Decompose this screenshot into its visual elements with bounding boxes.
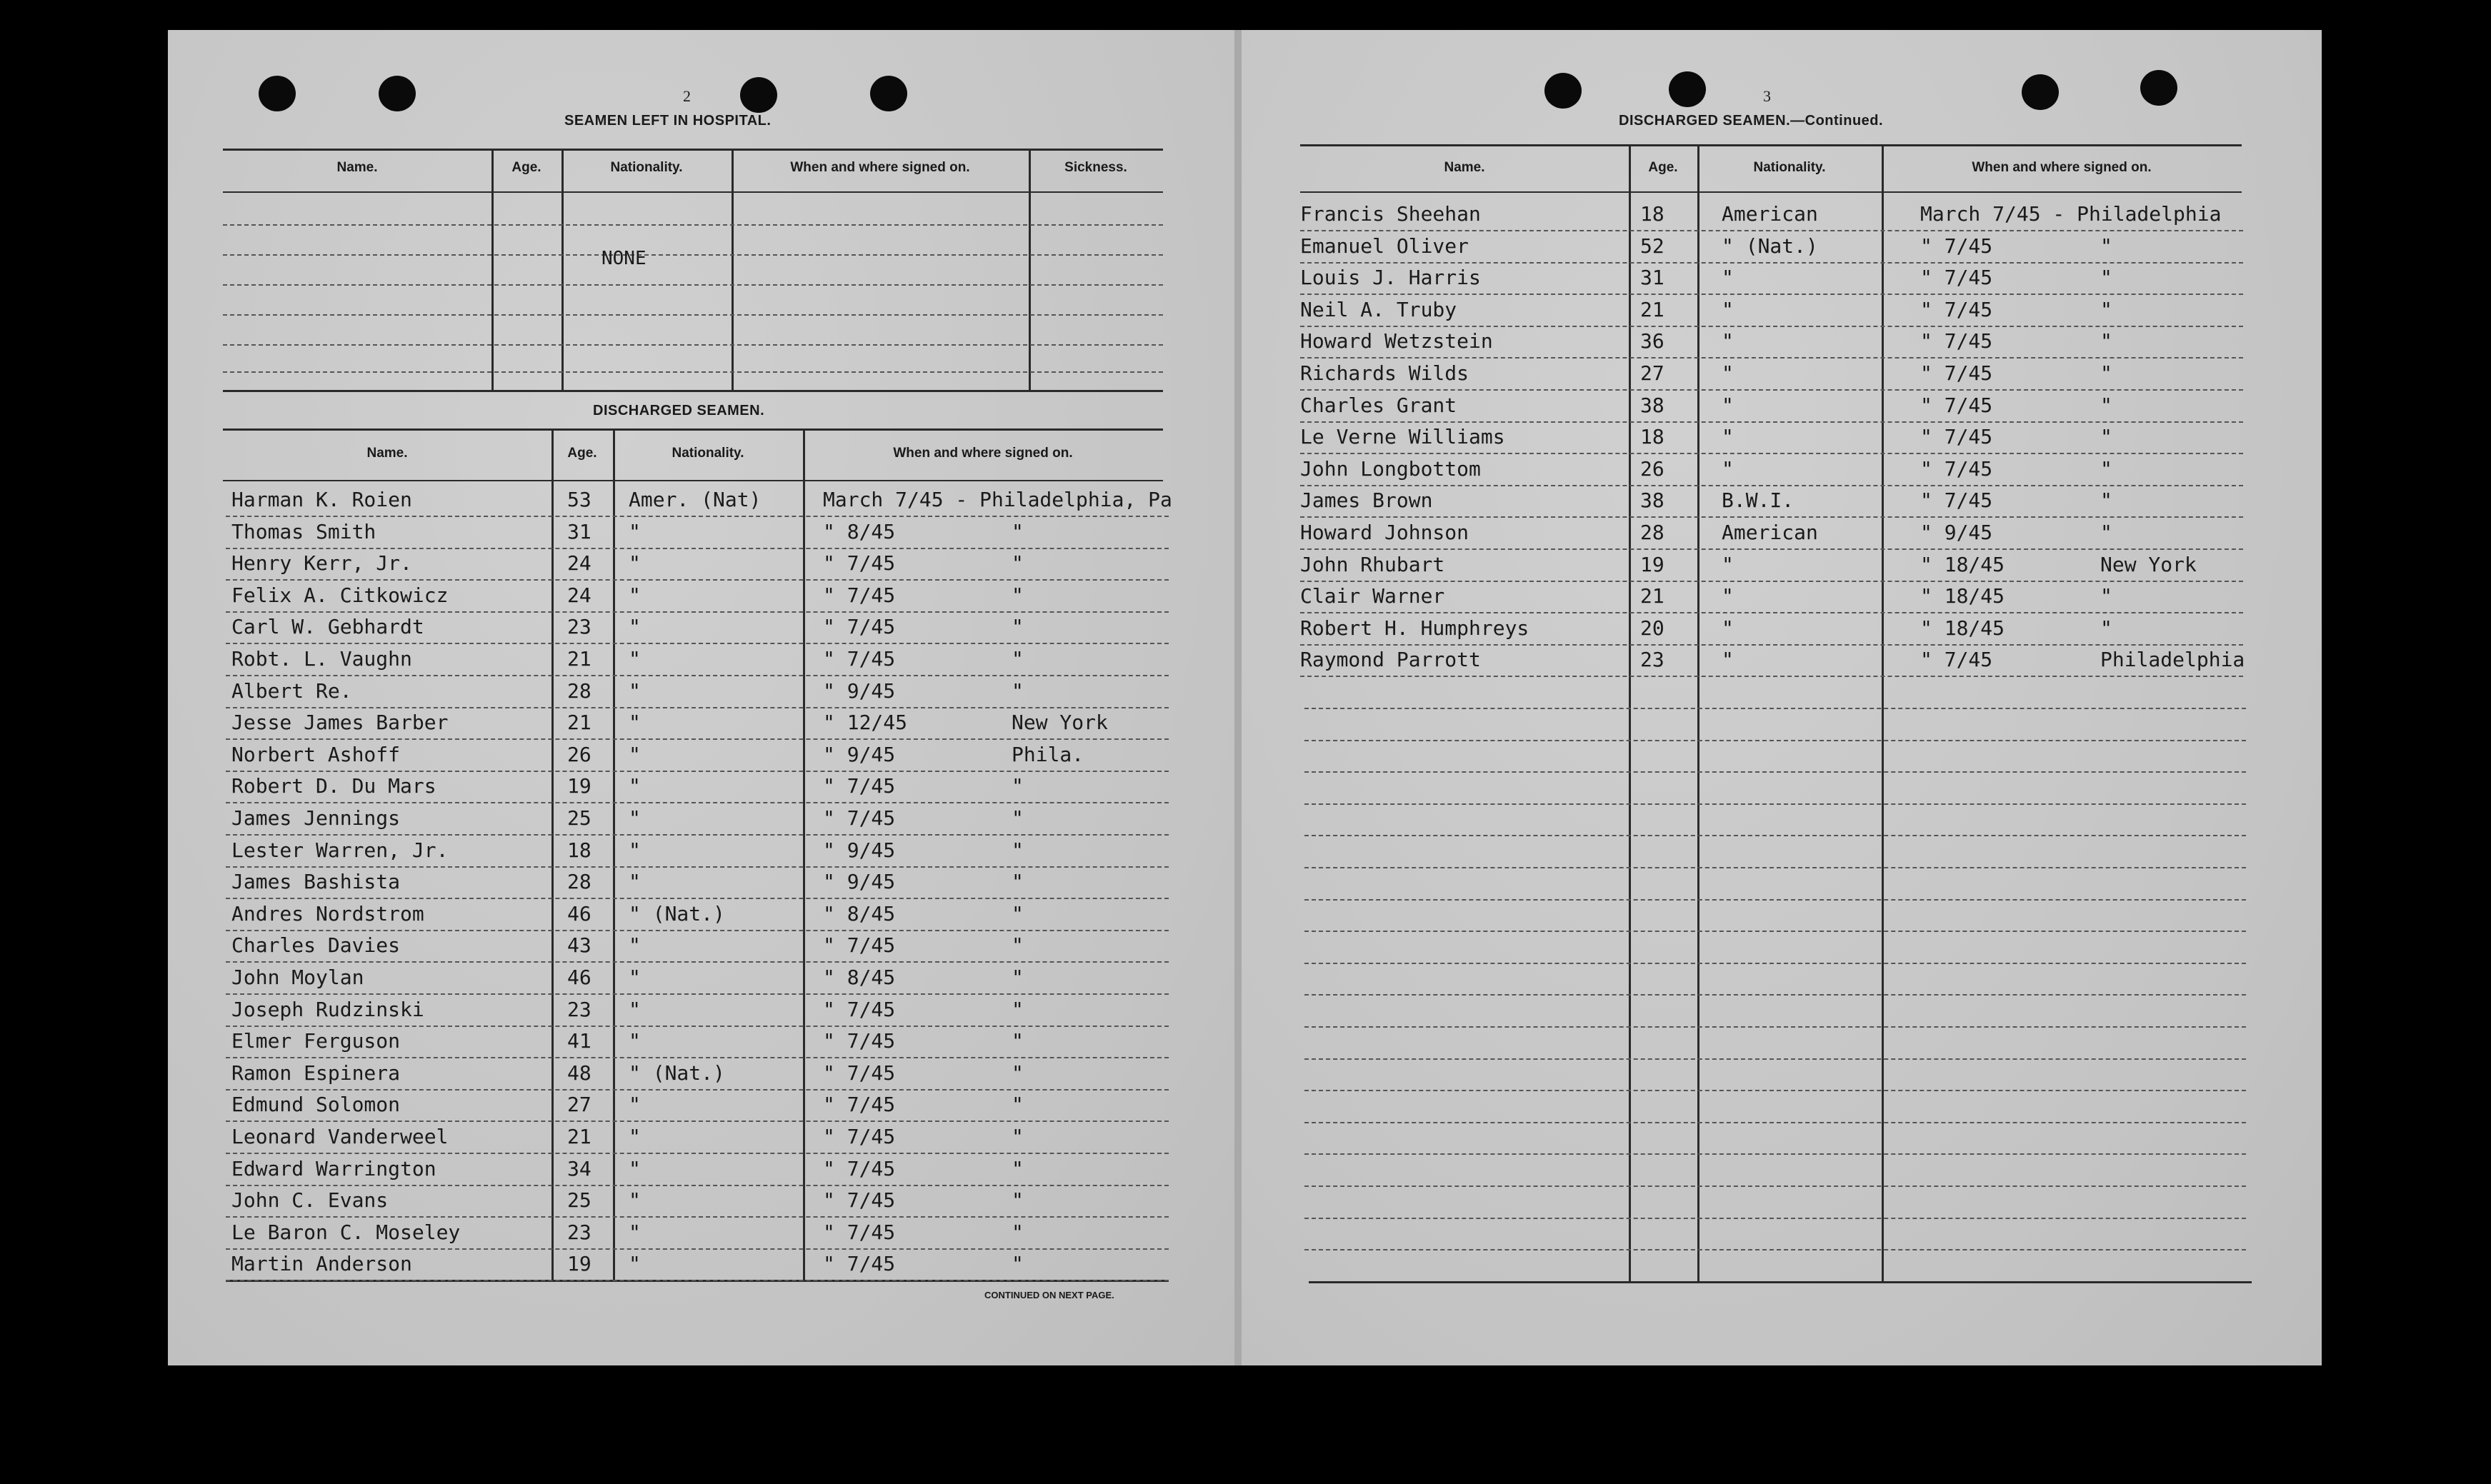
signed-on-place: " — [1012, 933, 1024, 958]
seaman-nationality: " — [629, 711, 641, 735]
signed-on-place: " — [1012, 1252, 1024, 1276]
seaman-age: 19 — [1640, 552, 1664, 576]
table-row — [1300, 231, 2243, 264]
signed-on-place: " — [1012, 615, 1024, 639]
signed-on-date: " 7/45 — [1920, 234, 1993, 258]
signed-on-place: " — [1012, 838, 1024, 862]
signed-on-place: " — [1012, 997, 1024, 1021]
seaman-age: 25 — [567, 1188, 591, 1213]
punch-hole — [259, 76, 296, 111]
col-header-name: Name. — [366, 446, 408, 461]
seaman-nationality: " — [629, 806, 641, 830]
table-row — [226, 1185, 1169, 1218]
seaman-age: 41 — [567, 1029, 591, 1053]
table-row — [226, 898, 1169, 931]
seaman-age: 23 — [567, 997, 591, 1021]
table-row — [226, 930, 1169, 963]
seaman-name: John Longbottom — [1300, 456, 1481, 481]
blank-row — [1304, 1153, 2246, 1155]
discharged-continued-title: DISCHARGED SEAMEN.—Continued. — [1619, 113, 1884, 129]
seaman-nationality: " — [629, 1252, 641, 1276]
seaman-name: Robert H. Humphreys — [1300, 616, 1529, 640]
signed-on-date: " 9/45 — [1920, 521, 1993, 544]
seaman-name: Jesse James Barber — [231, 711, 449, 735]
signed-on-place: " — [2100, 425, 2112, 449]
signed-on-date: " 7/45 — [823, 551, 896, 576]
seaman-age: 27 — [567, 1093, 591, 1117]
seaman-age: 20 — [1640, 616, 1664, 640]
seaman-nationality: " (Nat.) — [629, 1061, 725, 1085]
seaman-nationality: " — [629, 1188, 641, 1213]
signed-on-date: " 18/45 — [1920, 584, 2005, 608]
col-header-name: Name. — [336, 160, 378, 175]
seaman-age: 46 — [567, 901, 591, 926]
seaman-nationality: " — [629, 647, 641, 671]
seaman-nationality: " — [629, 519, 641, 543]
signed-on-place: " — [2100, 584, 2112, 608]
seaman-name: Leonard Vanderweel — [231, 1125, 449, 1148]
seaman-age: 27 — [1640, 361, 1664, 385]
signed-on-date: " 8/45 — [823, 901, 896, 926]
seaman-name: Lester Warren, Jr. — [231, 838, 449, 862]
signed-on-place: " — [1012, 1188, 1024, 1213]
seaman-nationality: " — [629, 1093, 641, 1117]
punch-hole — [2022, 74, 2059, 110]
seaman-nationality: " — [629, 1029, 641, 1053]
seaman-nationality: " — [1722, 456, 1734, 481]
signed-on-place: " — [1012, 1029, 1024, 1053]
col-header-nationality: Nationality. — [672, 446, 744, 461]
signed-on-date: " 9/45 — [823, 742, 896, 766]
table-row — [1300, 199, 2243, 231]
seaman-name: James Jennings — [231, 806, 401, 830]
seaman-name: Richards Wilds — [1300, 361, 1469, 385]
seaman-age: 26 — [1640, 456, 1664, 481]
hospital-entry: NONE — [601, 248, 647, 269]
signed-on-place: " — [1012, 1093, 1024, 1117]
seaman-name: Joseph Rudzinski — [231, 997, 424, 1021]
punch-hole — [1544, 73, 1582, 109]
signed-on-date: " 7/45 — [823, 997, 896, 1021]
table-row — [226, 611, 1169, 644]
seaman-nationality: " — [1722, 393, 1734, 417]
signed-on-date: " 8/45 — [823, 966, 896, 989]
blank-row — [1304, 835, 2246, 836]
seaman-nationality: American — [1722, 521, 1818, 544]
signed-on-date: " 9/45 — [823, 678, 896, 703]
signed-on-date: " 7/45 — [1920, 393, 1993, 417]
signed-on-place: " — [1012, 1156, 1024, 1180]
col-header-name: Name. — [1444, 160, 1485, 175]
signed-on-place: " — [1012, 1125, 1024, 1148]
signed-on-date: " 7/45 — [1920, 648, 1993, 672]
seaman-name: Le Baron C. Moseley — [231, 1220, 461, 1244]
blank-row — [1304, 1058, 2246, 1060]
table-row — [226, 548, 1169, 581]
blank-row — [1304, 931, 2246, 932]
seaman-nationality: " — [629, 838, 641, 862]
table-row — [226, 1026, 1169, 1058]
seaman-age: 52 — [1640, 234, 1664, 258]
signed-on-place: " — [2100, 488, 2112, 513]
col-header-age: Age. — [511, 160, 541, 175]
signed-on-date: " 7/45 — [823, 1156, 896, 1180]
signed-on-date: " 8/45 — [823, 519, 896, 543]
seaman-nationality: " — [629, 1156, 641, 1180]
seaman-nationality: " — [629, 742, 641, 766]
signed-on-date: " 9/45 — [823, 838, 896, 862]
signed-on-place: New York — [2100, 552, 2197, 576]
seaman-age: 31 — [1640, 266, 1664, 290]
table-row — [226, 1153, 1169, 1186]
col-header-age: Age. — [567, 446, 597, 461]
signed-on-place: " — [1012, 966, 1024, 989]
signed-on-place: " — [2100, 234, 2112, 258]
seaman-name: James Bashista — [231, 870, 401, 894]
col-header-signed-on: When and where signed on. — [893, 446, 1073, 461]
signed-on-place: " — [2100, 329, 2112, 354]
seaman-name: Robert D. Du Mars — [231, 774, 436, 798]
signed-on-place: " — [1012, 901, 1024, 926]
table-row — [1300, 613, 2243, 646]
seaman-age: 48 — [567, 1061, 591, 1085]
table-row — [226, 1248, 1169, 1281]
seaman-age: 21 — [567, 647, 591, 671]
seaman-name: Albert Re. — [231, 678, 352, 703]
seaman-age: 31 — [567, 519, 591, 543]
seaman-name: Andres Nordstrom — [231, 901, 424, 926]
signed-on-place: " — [1012, 870, 1024, 894]
page-number: 2 — [683, 87, 691, 105]
signed-on-date: " 7/45 — [1920, 297, 1993, 321]
seaman-nationality: " — [1722, 329, 1734, 354]
signed-on-date: " 7/45 — [823, 1029, 896, 1053]
signed-on-date: " 7/45 — [1920, 329, 1993, 354]
seaman-name: John C. Evans — [231, 1188, 389, 1213]
table-row — [1300, 421, 2243, 454]
table-row — [1300, 358, 2243, 391]
seaman-name: Louis J. Harris — [1300, 266, 1481, 290]
seaman-name: Norbert Ashoff — [231, 742, 401, 766]
blank-row — [1304, 1122, 2246, 1123]
seaman-age: 38 — [1640, 488, 1664, 513]
seaman-name: Felix A. Citkowicz — [231, 583, 449, 607]
punch-hole — [379, 76, 416, 111]
table-row — [226, 1217, 1169, 1250]
signed-on-date: March 7/45 - Philadelphia, Pa — [823, 488, 1172, 511]
seaman-name: John Moylan — [231, 966, 364, 989]
seaman-nationality: " — [1722, 361, 1734, 385]
signed-on-place: " — [1012, 1220, 1024, 1244]
discharged-section-title: DISCHARGED SEAMEN. — [593, 403, 765, 418]
signed-on-place: " — [1012, 551, 1024, 576]
signed-on-place: Philadelphia — [2100, 648, 2245, 672]
seaman-name: Le Verne Williams — [1300, 425, 1505, 449]
seaman-nationality: " — [1722, 266, 1734, 290]
seaman-nationality: B.W.I. — [1722, 488, 1794, 513]
seaman-name: Edward Warrington — [231, 1156, 436, 1180]
seaman-age: 28 — [567, 678, 591, 703]
signed-on-place: " — [1012, 1061, 1024, 1085]
seaman-nationality: " — [629, 1220, 641, 1244]
signed-on-date: " 7/45 — [823, 1061, 896, 1085]
signed-on-place: " — [1012, 519, 1024, 543]
table-row — [226, 516, 1169, 549]
hospital-section-title: SEAMEN LEFT IN HOSPITAL. — [564, 113, 772, 129]
seaman-name: Charles Davies — [231, 933, 401, 958]
seaman-age: 23 — [567, 615, 591, 639]
seaman-nationality: " — [629, 551, 641, 576]
table-row — [1300, 326, 2243, 359]
seaman-nationality: " — [629, 774, 641, 798]
table-row — [226, 1089, 1169, 1122]
seaman-nationality: " — [629, 933, 641, 958]
seaman-age: 36 — [1640, 329, 1664, 354]
seaman-age: 18 — [1640, 425, 1664, 449]
signed-on-place: " — [2100, 297, 2112, 321]
signed-on-place: " — [1012, 583, 1024, 607]
seaman-name: Emanuel Oliver — [1300, 234, 1469, 258]
table-row — [226, 962, 1169, 995]
seaman-age: 19 — [567, 1252, 591, 1276]
signed-on-date: " 7/45 — [1920, 425, 1993, 449]
seaman-nationality: " — [629, 870, 641, 894]
blank-row — [1304, 1026, 2246, 1028]
table-row — [1300, 581, 2243, 613]
signed-on-date: " 7/45 — [823, 806, 896, 830]
signed-on-place: " — [2100, 393, 2112, 417]
punch-hole — [2140, 70, 2177, 106]
col-header-nationality: Nationality. — [1753, 160, 1826, 175]
seaman-age: 18 — [567, 838, 591, 862]
seaman-name: James Brown — [1300, 488, 1433, 513]
table-row — [226, 866, 1169, 899]
seaman-name: Harman K. Roien — [231, 488, 412, 511]
seaman-name: Francis Sheehan — [1300, 202, 1481, 226]
table-row — [1300, 549, 2243, 582]
seaman-age: 38 — [1640, 393, 1664, 417]
seaman-age: 43 — [567, 933, 591, 958]
table-row — [226, 707, 1169, 740]
seaman-nationality: " — [1722, 425, 1734, 449]
seaman-name: Martin Anderson — [231, 1252, 412, 1276]
seaman-age: 21 — [1640, 584, 1664, 608]
blank-row — [1304, 899, 2246, 901]
signed-on-date: " 18/45 — [1920, 616, 2005, 640]
signed-on-date: " 7/45 — [823, 1252, 896, 1276]
seaman-age: 53 — [567, 488, 591, 511]
seaman-age: 28 — [567, 870, 591, 894]
seaman-age: 25 — [567, 806, 591, 830]
signed-on-date: " 7/45 — [823, 1220, 896, 1244]
page-spine — [1234, 30, 1242, 1365]
col-header-signed-on: When and where signed on. — [790, 160, 970, 175]
seaman-nationality: " — [1722, 552, 1734, 576]
table-row — [226, 580, 1169, 613]
table-row — [1300, 517, 2243, 550]
seaman-age: 23 — [1640, 648, 1664, 672]
blank-row — [1304, 1249, 2246, 1250]
seaman-name: Elmer Ferguson — [231, 1029, 401, 1053]
signed-on-date: " 7/45 — [823, 1188, 896, 1213]
seaman-name: Edmund Solomon — [231, 1093, 401, 1117]
signed-on-place: " — [2100, 521, 2112, 544]
signed-on-date: " 7/45 — [823, 774, 896, 798]
seaman-nationality: Amer. (Nat) — [629, 488, 762, 511]
signed-on-place: " — [1012, 774, 1024, 798]
signed-on-date: " 12/45 — [823, 711, 908, 735]
seaman-nationality: " — [629, 678, 641, 703]
table-row — [226, 676, 1169, 708]
table-row — [226, 643, 1169, 676]
seaman-name: Neil A. Truby — [1300, 297, 1457, 321]
seaman-age: 19 — [567, 774, 591, 798]
seaman-nationality: " — [1722, 616, 1734, 640]
table-row — [226, 484, 1172, 517]
seaman-nationality: " — [1722, 297, 1734, 321]
seaman-age: 21 — [1640, 297, 1664, 321]
table-row — [1300, 485, 2243, 518]
seaman-name: Howard Wetzstein — [1300, 329, 1493, 354]
col-header-sickness: Sickness. — [1064, 160, 1127, 175]
seaman-nationality: " — [629, 615, 641, 639]
blank-row — [1304, 1090, 2246, 1091]
seaman-nationality: " — [629, 583, 641, 607]
seaman-name: Thomas Smith — [231, 519, 376, 543]
seaman-name: John Rhubart — [1300, 552, 1445, 576]
blank-row — [1304, 963, 2246, 964]
page-number: 3 — [1763, 87, 1771, 105]
signed-on-place: New York — [1012, 711, 1108, 735]
signed-on-date: " 7/45 — [823, 933, 896, 958]
blank-row — [1304, 994, 2246, 996]
seaman-nationality: " (Nat.) — [629, 901, 725, 926]
signed-on-place: " — [2100, 456, 2112, 481]
table-row — [1300, 453, 2243, 486]
blank-row — [1304, 740, 2246, 741]
seaman-age: 21 — [567, 711, 591, 735]
signed-on-date: " 7/45 — [823, 583, 896, 607]
seaman-name: Carl W. Gebhardt — [231, 615, 424, 639]
table-row — [226, 1058, 1169, 1091]
seaman-age: 46 — [567, 966, 591, 989]
seaman-name: Henry Kerr, Jr. — [231, 551, 412, 576]
seaman-nationality: " — [1722, 584, 1734, 608]
table-row — [226, 771, 1169, 803]
signed-on-date: " 7/45 — [1920, 488, 1993, 513]
seaman-nationality: " — [629, 1125, 641, 1148]
seaman-age: 18 — [1640, 202, 1664, 226]
punch-hole — [740, 77, 777, 113]
seaman-name: Ramon Espinera — [231, 1061, 401, 1085]
seaman-age: 24 — [567, 583, 591, 607]
signed-on-place: " — [2100, 361, 2112, 385]
table-row — [1300, 390, 2243, 423]
blank-row — [1304, 867, 2246, 868]
signed-on-date: " 7/45 — [823, 1125, 896, 1148]
seaman-nationality: " — [629, 997, 641, 1021]
blank-row — [1304, 803, 2246, 805]
table-row — [226, 835, 1169, 868]
seaman-nationality: " (Nat.) — [1722, 234, 1818, 258]
col-header-signed-on: When and where signed on. — [1972, 160, 2152, 175]
blank-row — [1304, 708, 2246, 709]
seaman-name: Clair Warner — [1300, 584, 1445, 608]
table-row — [1300, 294, 2243, 327]
signed-on-place: " — [1012, 647, 1024, 671]
signed-on-date: " 7/45 — [1920, 266, 1993, 290]
signed-on-date: " 7/45 — [823, 647, 896, 671]
seaman-age: 24 — [567, 551, 591, 576]
seaman-nationality: American — [1722, 202, 1818, 226]
signed-on-date: " 7/45 — [1920, 361, 1993, 385]
seaman-nationality: " — [629, 966, 641, 989]
signed-on-place: " — [1012, 806, 1024, 830]
continued-note: CONTINUED ON NEXT PAGE. — [984, 1290, 1114, 1300]
signed-on-date: " 7/45 — [823, 1093, 896, 1117]
seaman-name: Raymond Parrott — [1300, 648, 1481, 672]
punch-hole — [1669, 71, 1706, 107]
signed-on-place: Phila. — [1012, 742, 1084, 766]
table-row — [226, 1121, 1169, 1154]
blank-row — [1304, 1185, 2246, 1187]
signed-on-date: " 7/45 — [1920, 456, 1993, 481]
table-row — [226, 739, 1169, 772]
signed-on-date: March 7/45 - Philadelphia — [1920, 202, 2222, 226]
signed-on-place: " — [2100, 266, 2112, 290]
seaman-age: 21 — [567, 1125, 591, 1148]
table-row — [1300, 644, 2243, 677]
signed-on-date: " 9/45 — [823, 870, 896, 894]
seaman-age: 23 — [567, 1220, 591, 1244]
seaman-age: 26 — [567, 742, 591, 766]
col-header-age: Age. — [1648, 160, 1678, 175]
signed-on-place: " — [2100, 616, 2112, 640]
seaman-name: Robt. L. Vaughn — [231, 647, 412, 671]
seaman-name: Howard Johnson — [1300, 521, 1469, 544]
table-row — [226, 994, 1169, 1027]
signed-on-place: " — [1012, 678, 1024, 703]
punch-hole — [870, 76, 907, 111]
signed-on-date: " 18/45 — [1920, 552, 2005, 576]
blank-row — [1304, 1218, 2246, 1219]
seaman-name: Charles Grant — [1300, 393, 1457, 417]
signed-on-date: " 7/45 — [823, 615, 896, 639]
blank-row — [1304, 771, 2246, 773]
table-row — [226, 803, 1169, 836]
table-row — [1300, 262, 2243, 295]
seaman-nationality: " — [1722, 648, 1734, 672]
seaman-age: 34 — [567, 1156, 591, 1180]
col-header-nationality: Nationality. — [610, 160, 683, 175]
seaman-age: 28 — [1640, 521, 1664, 544]
